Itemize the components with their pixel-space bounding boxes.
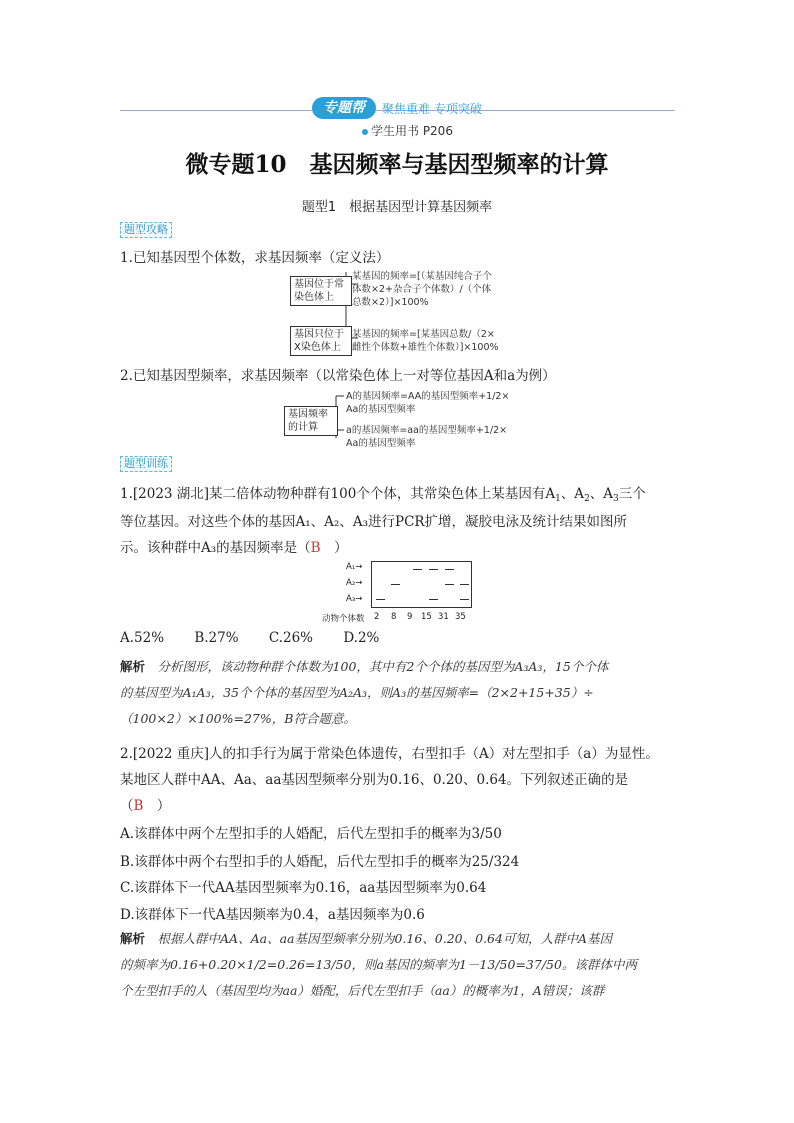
gel-band [429, 599, 438, 600]
q1-explain-l2: 的基因型为A₁A₃，35个个体的基因型为A₂A₃，则A₃的基因频率=（2×2+15+35）÷ [120, 685, 594, 700]
q1-explanation [120, 654, 680, 732]
formula-x-linked-l2: 雌性个体数+雄性个体数）]×100% [352, 342, 499, 353]
q1-answer: B [310, 540, 321, 556]
q1-line-3-post: ） [320, 540, 348, 556]
formula-autosomal [352, 270, 492, 309]
gel-count: 35 [455, 612, 466, 622]
q1-line-3-pre: 示。该种群中A₃的基因频率是（ [120, 540, 311, 556]
q2-explain-l2: 的频率为0.16+0.20×1/2=0.26=13/50，则a基因的频率为1－13/50=37/50。该群体中两 [120, 957, 637, 972]
q1-explain-l3: （100×2）×100%=27%，B符合题意。 [120, 711, 356, 726]
box-autosomal-l1: 基因位于常 [294, 279, 344, 290]
gel-count: 8 [391, 612, 397, 622]
q2-line-1: 2.[2022 重庆]人的扣手行为属于常染色体遗传，右型扣手（A）对左型扣手（a）为显性。 [120, 746, 659, 762]
formula-autosomal-l3: 总数×2）]×100% [352, 297, 429, 308]
q2-option-d: D.该群体下一代A基因频率为0.4，a基因频率为0.6 [120, 907, 425, 923]
q2-line-2: 某地区人群中AA、Aa、aa基因型频率分别为0.16、0.20、0.64。下列叙述正确的是 [120, 772, 629, 788]
gel-band [445, 584, 454, 585]
q2-line-3-post: ） [143, 798, 171, 814]
box-frequency-l2: 的计算 [288, 422, 318, 433]
training-tag: 题型训练 [120, 456, 172, 472]
gel-band [460, 599, 469, 600]
q1-option-a: A.52% [120, 630, 165, 646]
box-frequency-l1: 基因频率 [288, 409, 328, 420]
formula-a [346, 424, 507, 450]
book-reference [362, 122, 453, 139]
q2-option-b: B.该群体中两个右型扣手的人婚配，后代左型扣手的概率为25/324 [120, 854, 520, 870]
formula-a-l2: Aa的基因型频率 [346, 438, 416, 449]
q2-line-3-pre: （ [120, 798, 134, 814]
gel-band [429, 569, 438, 570]
gel-label-A3: A₃→ [346, 594, 363, 604]
formula-A [346, 390, 509, 416]
formula-autosomal-l2: 体数×2+杂合子个体数）/（个体 [352, 284, 492, 295]
strategy-item-2: 2.已知基因型频率，求基因频率（以常染色体上一对等位基因A和a为例） [120, 368, 556, 384]
q1-explain-label: 解析 [120, 659, 146, 674]
strategy-item-1: 1.已知基因型个体数，求基因频率（定义法） [120, 250, 390, 266]
page-title: 微专题10 基因频率与基因型频率的计算 [185, 151, 609, 178]
formula-x-linked [352, 328, 499, 354]
gel-count: 31 [438, 612, 449, 622]
q1-line-1: 1.[2023 湖北]某二倍体动物种群有100个个体，其常染色体上某基因有$A_1$、$A_2$、$A_3$三个 [120, 486, 646, 504]
formula-autosomal-l1: 某基因的频率=[（某基因纯合子个 [352, 271, 492, 282]
header-subtitle: 聚焦重难 专项突破 [382, 102, 482, 116]
box-autosomal [290, 276, 352, 306]
box-x-linked-l1: 基因只位于 [294, 329, 344, 340]
header-badge: 专题帮 [312, 97, 376, 119]
gel-band [376, 599, 385, 600]
gel-label-A2: A₂→ [346, 578, 363, 588]
q1-option-b: B.27% [194, 630, 239, 646]
q2-explain-l3: 个左型扣手的人（基因型均为aa）婚配，后代左型扣手（aa）的概率为1，A错误；该群 [120, 983, 605, 998]
gel-count: 2 [374, 612, 380, 622]
q1-line-3 [120, 536, 348, 556]
q2-explain-label: 解析 [120, 931, 146, 946]
q1-explain-l1: 分析图形，该动物种群个体数为100，其中有2个个体的基因型为A₃A₃，15个个体 [157, 659, 609, 674]
box-frequency-calc [284, 406, 338, 436]
q1-line-2: 等位基因。对这些个体的基因A₁、A₂、A₃进行PCR扩增，凝胶电泳及统计结果如图所 [120, 514, 628, 530]
gel-axis-label: 动物个体数 [322, 614, 365, 624]
strategy-tag: 题型攻略 [120, 222, 172, 238]
q1-options [120, 630, 379, 646]
q1-option-c: C.26% [268, 630, 314, 646]
formula-A-l1: A的基因频率=AA的基因型频率+1/2× [346, 391, 510, 402]
gel-band [460, 584, 469, 585]
section-title: 题型1 根据基因型计算基因频率 [301, 200, 493, 215]
bullet-icon [362, 129, 368, 135]
q1-line-1-pre: 1.[2023 湖北]某二倍体动物种群有100个个体，其常染色体上某基因有A [120, 486, 556, 502]
formula-A-l2: Aa的基因型频率 [346, 404, 416, 415]
gel-image [371, 561, 472, 608]
gel-band [413, 569, 422, 570]
q2-explain-l1: 根据人群中AA、Aa、aa基因型频率分别为0.16、0.20、0.64可知，人群中A基因 [157, 931, 612, 946]
formula-x-linked-l1: 某基因的频率=[某基因总数/（2× [352, 329, 495, 340]
q2-answer: B [133, 798, 144, 814]
box-x-linked [290, 326, 352, 356]
box-x-linked-l2: X染色体上 [294, 342, 341, 353]
book-reference-text: 学生用书 P206 [371, 124, 453, 138]
gel-count: 9 [407, 612, 413, 622]
q2-option-c: C.该群体下一代AA基因型频率为0.16，aa基因型频率为0.64 [120, 880, 487, 896]
gel-band [391, 584, 400, 585]
q1-option-d: D.2% [343, 630, 380, 646]
gel-band [445, 569, 454, 570]
q2-line-3 [120, 794, 170, 814]
box-autosomal-l2: 染色体上 [294, 292, 334, 303]
q2-option-a: A.该群体中两个左型扣手的人婚配，后代左型扣手的概率为3/50 [120, 826, 502, 842]
q1-line-1-post: 三个 [618, 486, 646, 502]
gel-count: 15 [421, 612, 432, 622]
q2-explanation [120, 926, 680, 1004]
gel-label-A1: A₁→ [346, 562, 363, 572]
formula-a-l1: a的基因频率=aa的基因型频率+1/2× [346, 425, 508, 436]
